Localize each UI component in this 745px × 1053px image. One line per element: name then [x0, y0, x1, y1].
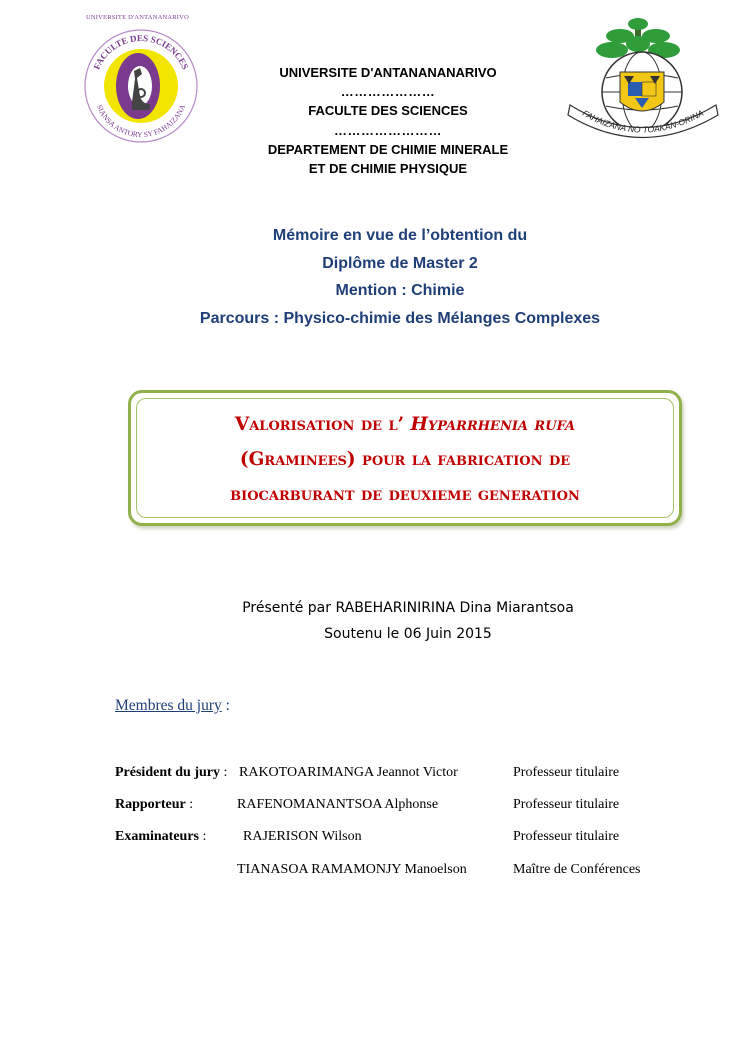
jury-heading-text: Membres du jury: [115, 697, 222, 714]
department-name: DEPARTEMENT DE CHIMIE MINERALE: [267, 141, 509, 157]
jury-role: Président du jury :: [115, 765, 228, 780]
jury-member-name: TIANASOA RAMAMONJY Manoelson: [237, 862, 467, 877]
logo-university-text: UNIVERSITE D'ANTANANARIVO: [86, 14, 189, 21]
jury-member-name: RAJERISON Wilson: [243, 829, 362, 844]
faculty-seal-icon: [80, 24, 202, 146]
jury-member-title: Professeur titulaire: [513, 829, 620, 844]
jury-member-title: Professeur titulaire: [513, 797, 620, 812]
title-species: Hyparrhenia rufa: [410, 414, 576, 435]
defense-date: Soutenu le 06 Juin 2015: [324, 626, 492, 642]
thesis-title: [131, 407, 679, 512]
university-name: UNIVERSITE D'ANTANANANARIVO: [279, 65, 497, 80]
degree-line-2: Diplôme de Master 2: [322, 254, 478, 272]
jury-member-name: RAFENOMANANTSOA Alphonse: [237, 797, 439, 812]
degree-line-1: Mémoire en vue de l’obtention du: [272, 227, 528, 244]
title-line-2: (Graminees) pour la fabrication de: [239, 449, 571, 470]
separator-dots: ……………………: [334, 122, 442, 138]
jury-member-title: Professeur titulaire: [513, 765, 620, 780]
emblem-motto: FAHAIZANA NO TOAKAN-ORINA: [580, 107, 706, 135]
title-line-3: biocarburant de deuxieme generation: [230, 484, 580, 505]
title-line-1: [131, 407, 679, 442]
degree-info: [120, 222, 680, 332]
jury-heading: [115, 697, 230, 715]
degree-track: Parcours : Physico-chimie des Mélanges Complexes: [199, 309, 601, 327]
thesis-title-box: [128, 390, 682, 526]
presenter-info: [150, 595, 666, 647]
logo-ring-text: FACULTE DES SCIENCES: [91, 32, 191, 71]
title-part-1: Valorisation de l’: [234, 414, 411, 435]
jury-member-name: RAKOTOARIMANGA Jeannot Victor: [239, 765, 458, 780]
university-emblem: [562, 10, 722, 160]
department-name-line2: ET DE CHIMIE PHYSIQUE: [308, 160, 468, 176]
degree-mention: Mention : Chimie: [335, 282, 465, 299]
jury-heading-colon: :: [221, 697, 230, 714]
jury-role: Rapporteur :: [115, 797, 194, 812]
presented-by: Présenté par RABEHARINIRINA Dina Miarantsoa: [242, 600, 574, 616]
faculty-logo: [80, 14, 200, 144]
institution-header: [200, 63, 576, 178]
jury-member-title: Maître de Conférences: [513, 862, 641, 877]
separator-dots: …………………: [340, 84, 436, 100]
jury-role: Examinateurs :: [115, 829, 207, 844]
logo-ring-bottom-text: SIANSA ANTORY SY FAHAIZANA: [94, 103, 188, 140]
faculty-name: FACULTE DES SCIENCES: [308, 103, 468, 119]
university-emblem-icon: [562, 10, 722, 160]
